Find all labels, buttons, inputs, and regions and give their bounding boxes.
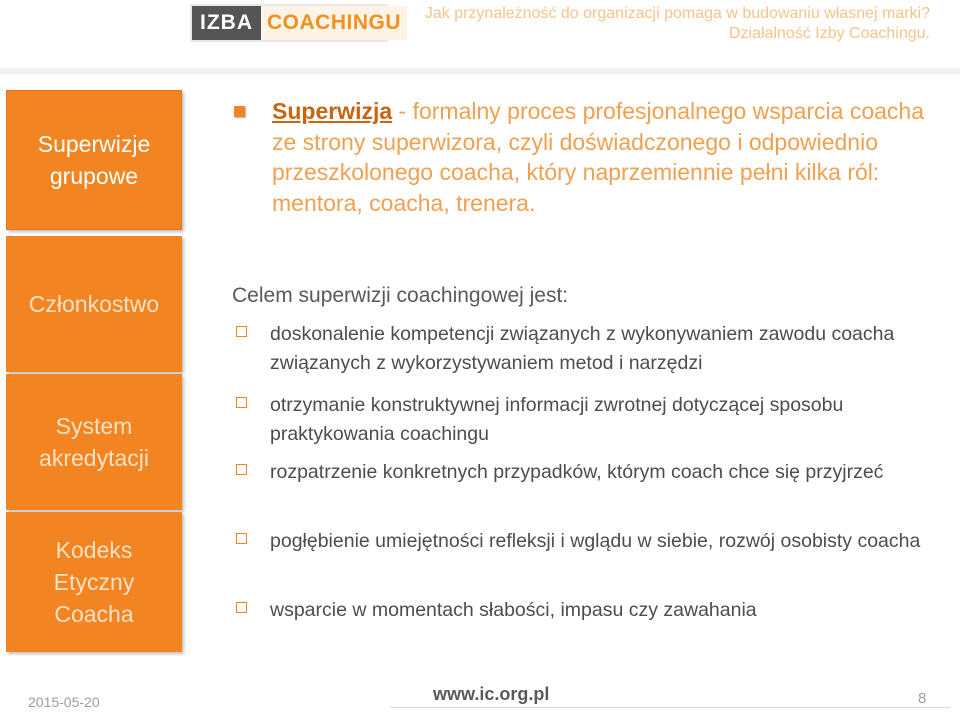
superwizja-definition <box>272 96 932 218</box>
list-item: rozpatrzenie konkretnych przypadków, którym coach chce się przyjrzeć <box>270 461 884 483</box>
bullet-outline-icon <box>236 602 247 613</box>
page-number: 8 <box>918 690 927 707</box>
sidebar-item-label: Kodeks Etyczny Coacha <box>53 537 135 627</box>
list-item: otrzymanie konstruktywnej informacji zwrotnej dotyczącej sposobu praktykowania coachingu <box>270 394 844 445</box>
list-item: wsparcie w momentach słabości, impasu czy zawahania <box>270 599 757 621</box>
bullet-outline-icon <box>236 326 247 337</box>
list-item: doskonalenie kompetencji związanych z wykonywaniem zawodu coacha związanych z wykorzystywaniem metod i narzędzi <box>270 323 895 374</box>
header-divider <box>0 68 960 74</box>
sidebar-item-superwizje-grupowe[interactable] <box>6 90 182 230</box>
footer-divider <box>390 707 950 708</box>
logo-left-text: IZBA <box>192 6 261 40</box>
sidebar-item-kodeks-etyczny-coacha[interactable] <box>6 512 182 652</box>
slide-title-line-1: Jak przynależność do organizacji pomaga w budowaniu własnej marki? <box>424 5 930 22</box>
slide-title-line-2: Działalność Izby Coachingu. <box>729 25 930 42</box>
sidebar-item-czlonkostwo[interactable] <box>6 236 182 372</box>
sidebar-item-label: Członkostwo <box>28 291 160 317</box>
bullet-outline-icon <box>236 397 247 408</box>
sidebar-item-label: System akredytacji <box>39 413 149 471</box>
sidebar-item-label: Superwizje grupowe <box>37 131 151 189</box>
goal-heading: Celem superwizji coachingowej jest: <box>232 284 569 307</box>
superwizja-definition-text: - formalny proces profesjonalnego wsparcia coacha ze strony superwizora, czyli doświadczonego i odpowiednio przeszkolonego coacha, który naprzemiennie pełni kilka ról: mentora, coacha, trenera. <box>272 98 924 216</box>
list-item: pogłębienie umiejętności refleksji i wglądu w siebie, rozwój osobisty coacha <box>270 530 921 552</box>
slide-title <box>410 4 930 44</box>
footer-date: 2015-05-20 <box>28 694 100 710</box>
bullet-outline-icon <box>236 464 247 475</box>
izba-coachingu-logo <box>190 4 401 42</box>
slide-header <box>0 0 960 68</box>
sidebar-item-system-akredytacji[interactable] <box>6 374 182 510</box>
bullet-outline-icon <box>236 533 247 544</box>
superwizja-term: Superwizja <box>272 98 393 124</box>
logo-right-text: COACHINGU <box>261 6 407 40</box>
bullet-square-icon <box>234 106 245 117</box>
footer-url[interactable]: www.ic.org.pl <box>433 684 550 704</box>
